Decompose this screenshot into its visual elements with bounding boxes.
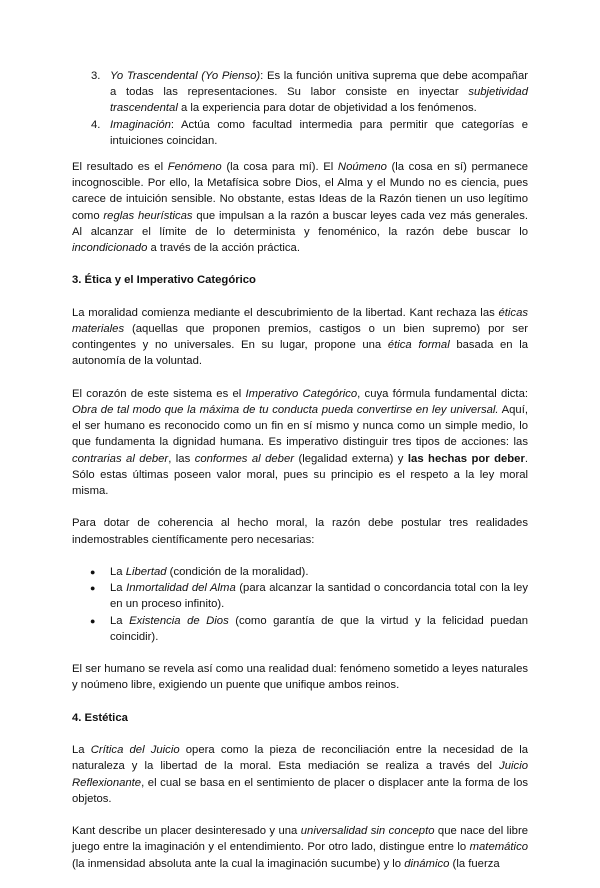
text-span: (la inmensidad absoluta ante la cual la imaginación sucumbe) y lo [72, 857, 405, 870]
postulates-list [72, 564, 528, 645]
document-page [72, 68, 528, 888]
emphasis: Juicio Reflexionante [72, 760, 528, 789]
emphasis: subjetividad trascendental [110, 86, 528, 115]
paragraph-postulados-intro: Para dotar de coherencia al hecho moral, la razón debe postular tres realidades indemostrables científicamente pero necesarias: [72, 517, 528, 546]
text-span: a la experiencia para dotar de objetividad a los fenómenos. [177, 102, 477, 115]
paragraph-imperativo [72, 386, 528, 499]
text-span: (condición de la moralidad). [166, 566, 309, 579]
section-heading-estetica: 4. Estética [72, 711, 128, 724]
list-number: 3. [91, 70, 101, 82]
bullet-icon: ● [90, 583, 96, 594]
emphasis: reglas heurísticas [103, 209, 193, 222]
emphasis: ética formal [387, 339, 450, 352]
text-span: : [260, 70, 264, 82]
emphasis: contrarias al deber [72, 452, 169, 465]
text-span: La [110, 582, 127, 595]
list-number: 4. [91, 118, 101, 131]
text-span: que impulsan a la razón a buscar leyes cada vez más generales. Al alcanzar el límite de lo determinista y fenoménico, la razón debe buscar lo [72, 209, 528, 238]
emphasis: universalidad sin concepto [300, 825, 435, 838]
text-span: El resultado es el [72, 161, 168, 174]
text-span: La [110, 566, 126, 579]
emphasis: Libertad [125, 566, 167, 579]
text-span: Kant describe un placer desinteresado y una [72, 825, 301, 838]
emphasis: Imperativo Categórico [245, 387, 358, 400]
text-span: (la cosa para mí). El [221, 161, 338, 174]
emphasis: dinámico [404, 857, 450, 870]
paragraph-critica-juicio [72, 742, 528, 807]
text-span: (la fuerza [449, 857, 500, 870]
text-span: basada en la autonomía de la voluntad. [72, 339, 529, 368]
text-span: La [110, 614, 130, 627]
text-span: Es la función unitiva suprema que debe acompañar a todas las representaciones. Su labor consiste en inyectar [110, 70, 528, 99]
text-span: a través de la acción práctica. [147, 242, 300, 255]
text-span: La moralidad comienza mediante el descubrimiento de la libertad. Kant rechaza las [72, 306, 499, 319]
text-span: (la cosa en sí) permanece incognoscible. Por ello, la Metafísica sobre Dios, el Alma y el Mundo no es ciencia, pues carece de intuición sensible. No obstante, estas Ideas de la Razón tienen un uso legítimo como [72, 161, 529, 222]
list-item-libertad [72, 564, 528, 580]
emphasis: incondicionado [72, 242, 148, 255]
text-span: , cuya fórmula fundamental dicta: [357, 387, 528, 400]
text-span: (aquellas que proponen premios, castigos o un bien supremo) por ser contingentes y no universales. En su lugar, propone una [72, 323, 528, 352]
term-imaginacion: Imaginación [110, 118, 171, 131]
text-span: La [72, 744, 91, 757]
text-span: , el cual se basa en el sentimiento de placer o displacer ante la forma de los objetos. [72, 776, 528, 805]
text-span: Aquí, el ser humano es reconocido como un fin en sí mismo y nunca como un simple medio, lo que fundamenta la dignidad humana. Es imperativo distinguir tres tipos de acciones: las [72, 404, 528, 449]
text-span: que nace del libre juego entre la imaginación y el entendimiento. Por otro lado, distingue entre lo [72, 825, 528, 854]
emphasis: Inmortalidad del Alma [126, 582, 236, 595]
paragraph-moralidad [72, 305, 528, 370]
paragraph-dualidad: El ser humano se revela así como una realidad dual: fenómeno sometido a leyes naturales y noúmeno libre, exigiendo un puente que unifique ambos reinos. [72, 663, 528, 692]
section-heading-etica: 3. Ética y el Imperativo Categórico [72, 274, 256, 287]
paragraph-fenomeno [72, 159, 528, 256]
text-span: (legalidad externa) y [294, 452, 408, 465]
term-yo-trascendental: Yo Trascendental (Yo Pienso) [110, 70, 261, 82]
text-span: : [170, 118, 175, 131]
list-item-inmortalidad [72, 580, 528, 612]
emphasis: Crítica del Juicio [90, 744, 180, 757]
strong-text: las hechas por deber [407, 452, 525, 465]
text-span: , las [168, 452, 195, 465]
numbered-list [72, 68, 528, 149]
emphasis: conformes al deber [194, 452, 295, 465]
emphasis: Obra de tal modo que la máxima de tu conducta pueda convertirse en ley universal. [72, 404, 499, 417]
emphasis: Noúmeno [337, 161, 387, 174]
bullet-icon: ● [90, 615, 96, 626]
emphasis: matemático [469, 841, 528, 854]
list-item-yo-trascendental [72, 68, 528, 117]
list-item-dios [72, 613, 528, 645]
text-span: (como garantía de que la virtud y la felicidad puedan coincidir). [110, 614, 528, 643]
list-item-imaginacion [72, 117, 528, 149]
bullet-icon: ● [90, 567, 96, 578]
emphasis: éticas materiales [72, 306, 528, 336]
emphasis: Existencia de Dios [129, 614, 229, 627]
text-span: . Sólo estas últimas poseen valor moral, pues su principio es el respeto a la ley moral misma. [72, 452, 528, 498]
text-span: opera como la pieza de reconciliación entre la necesidad de la naturaleza y la libertad de la moral. Esta mediación se realiza a través del [72, 744, 528, 773]
text-span: (para alcanzar la santidad o concordancia total con la ley en un proceso infinito). [110, 582, 528, 611]
text-span: El corazón de este sistema es el [72, 387, 246, 400]
text-span: Actúa como facultad intermedia para permitir que categorías e intuiciones coincidan. [110, 118, 528, 147]
emphasis: Fenómeno [167, 161, 222, 174]
